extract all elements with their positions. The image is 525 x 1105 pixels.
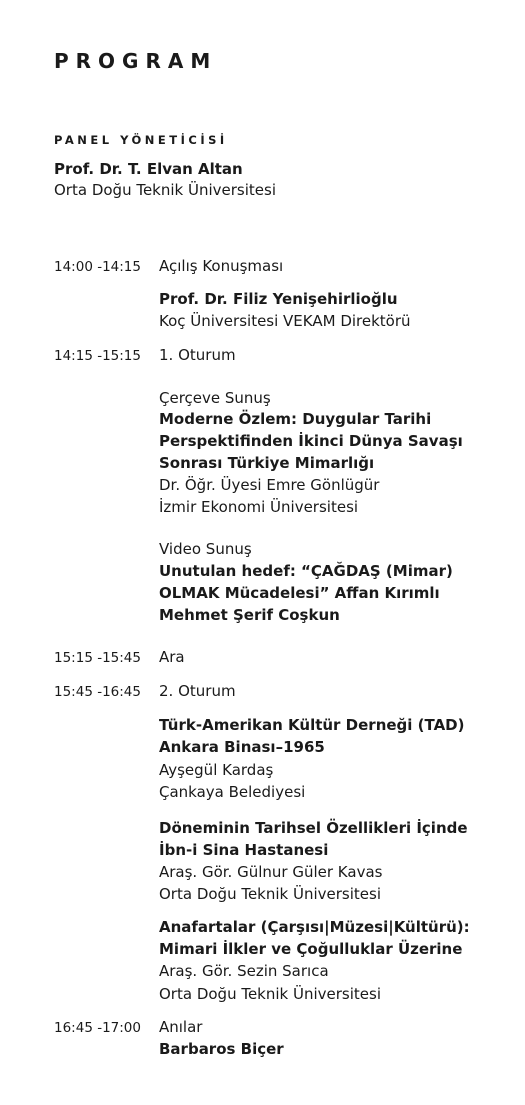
session-time: 14:00 -14:15	[54, 259, 141, 275]
talk-title-line: İbn-i Sina Hastanesi	[159, 841, 329, 859]
speaker-name: Prof. Dr. Filiz Yenişehirlioğlu	[159, 290, 398, 308]
panel-moderator-name: Prof. Dr. T. Elvan Altan	[54, 160, 243, 178]
session-title: Açılış Konuşması	[159, 257, 284, 275]
panel-moderator-label: PANEL YÖNETİCİSİ	[54, 133, 228, 147]
session-time: 14:15 -15:15	[54, 348, 141, 364]
session-title: 1. Oturum	[159, 346, 236, 364]
talk-title-line: Mehmet Şerif Coşkun	[159, 606, 340, 624]
talk-title-line: Anafartalar (Çarşısı|Müzesi|Kültürü):	[159, 918, 470, 936]
speaker-affiliation: Orta Doğu Teknik Üniversitesi	[159, 885, 381, 903]
session-title: 2. Oturum	[159, 682, 236, 700]
speaker-affiliation: İzmir Ekonomi Üniversitesi	[159, 498, 359, 516]
speaker-name: Dr. Öğr. Üyesi Emre Gönlügür	[159, 476, 380, 494]
panel-moderator-institution: Orta Doğu Teknik Üniversitesi	[54, 181, 276, 199]
talk-type: Çerçeve Sunuş	[159, 389, 271, 407]
talk-title-line: Unutulan hedef: “ÇAĞDAŞ (Mimar)	[159, 562, 453, 580]
talk-title-line: Ankara Binası–1965	[159, 738, 325, 756]
session-title: Ara	[159, 648, 185, 666]
talk-title-line: Mimari İlkler ve Çoğulluklar Üzerine	[159, 940, 463, 958]
talk-title-line: Döneminin Tarihsel Özellikleri İçinde	[159, 819, 468, 837]
talk-title-line: Moderne Özlem: Duygular Tarihi	[159, 410, 432, 428]
talk-title-line: Türk-Amerikan Kültür Derneği (TAD)	[159, 716, 465, 734]
speaker-name: Araş. Gör. Gülnur Güler Kavas	[159, 863, 383, 881]
talk-title-line: Sonrası Türkiye Mimarlığı	[159, 454, 375, 472]
speaker-affiliation: Koç Üniversitesi VEKAM Direktörü	[159, 312, 411, 330]
speaker-affiliation: Çankaya Belediyesi	[159, 783, 306, 801]
speaker-name: Ayşegül Kardaş	[159, 761, 274, 779]
speaker-name: Araş. Gör. Sezin Sarıca	[159, 962, 329, 980]
speaker-name: Barbaros Biçer	[159, 1040, 284, 1058]
talk-type: Video Sunuş	[159, 540, 252, 558]
talk-title-line: Perspektifinden İkinci Dünya Savaşı	[159, 432, 463, 450]
page-title: PROGRAM	[54, 49, 218, 73]
speaker-affiliation: Orta Doğu Teknik Üniversitesi	[159, 985, 381, 1003]
session-time: 15:45 -16:45	[54, 684, 141, 700]
session-title: Anılar	[159, 1018, 203, 1036]
session-time: 16:45 -17:00	[54, 1020, 141, 1036]
session-time: 15:15 -15:45	[54, 650, 141, 666]
talk-title-line: OLMAK Mücadelesi” Affan Kırımlı	[159, 584, 440, 602]
